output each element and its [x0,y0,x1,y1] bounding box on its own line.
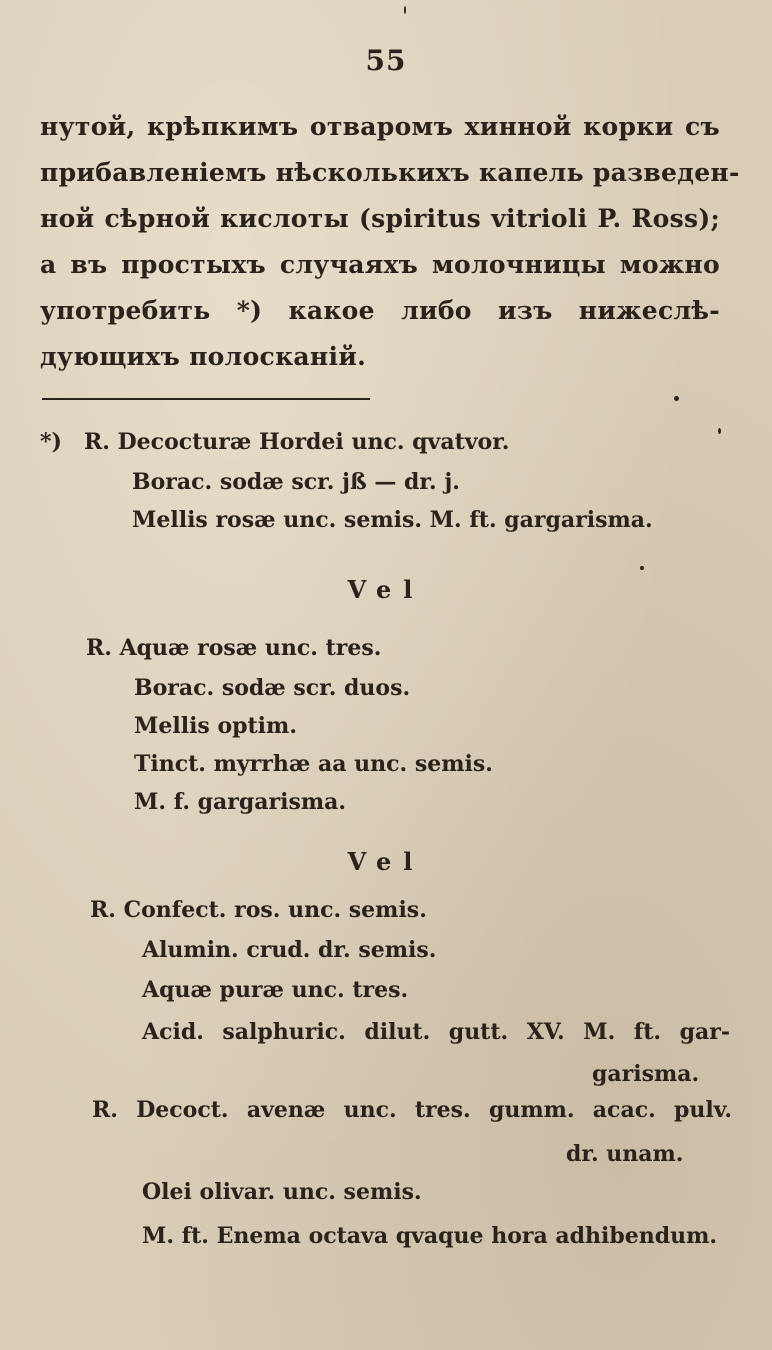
ink-speck [640,566,644,570]
text-line: прибавленіемъ нѣсколькихъ капель разведен- [40,158,740,187]
prescription-line: Olei olivar. unc. semis. [142,1179,422,1205]
prescription-line: Mellis optim. [134,713,297,739]
prescription-line: M. f. gargarisma. [134,789,347,815]
text-line: нутой, крѣпкимъ отваромъ хинной корки съ [40,112,720,141]
prescription-line: R. Aquæ rosæ unc. tres. [86,635,382,661]
text-line: дующихъ полосканій. [40,342,367,371]
prescription-line: Alumin. crud. dr. semis. [142,937,437,963]
prescription-line: Aquæ puræ unc. tres. [142,977,409,1003]
ink-speck [718,428,721,434]
ink-speck [674,396,679,401]
footnote-marker: *) [40,429,62,455]
section-heading-vel: Vel [347,575,425,604]
prescription-line: Acid. salphuric. dilut. gutt. XV. M. ft. gar- [142,1019,730,1045]
prescription-line: Mellis rosæ unc. semis. M. ft. gargarisma. [132,507,653,533]
ink-speck [404,6,406,14]
prescription-line: R. Decocturæ Hordei unc. qvatvor. [84,429,510,455]
prescription-line: Borac. sodæ scr. duos. [134,675,411,701]
footnote-divider [42,398,370,400]
text-line: а въ простыхъ случаяхъ молочницы можно [40,250,720,279]
main-paragraph [40,104,740,380]
section-heading-vel: Vel [347,847,425,876]
prescription-line: Tinct. myrrhæ aa unc. semis. [134,751,493,777]
prescription-line: garisma. [592,1061,700,1087]
prescription-line: R. Decoct. avenæ unc. tres. gumm. acac. pulv. [92,1097,732,1123]
prescription-line: dr. unam. [566,1141,684,1167]
page-number: 55 [365,44,407,77]
prescription-line: M. ft. Enema octava qvaque hora adhibendum. [142,1223,718,1249]
prescription-line: Borac. sodæ scr. jß — dr. j. [132,469,460,495]
text-line: употребить *) какое либо изъ нижеслѣ- [40,296,720,325]
prescription-line: R. Confect. ros. unc. semis. [90,897,427,923]
text-line: ной сѣрной кислоты (spiritus vitrioli P. Ross); [40,204,720,233]
